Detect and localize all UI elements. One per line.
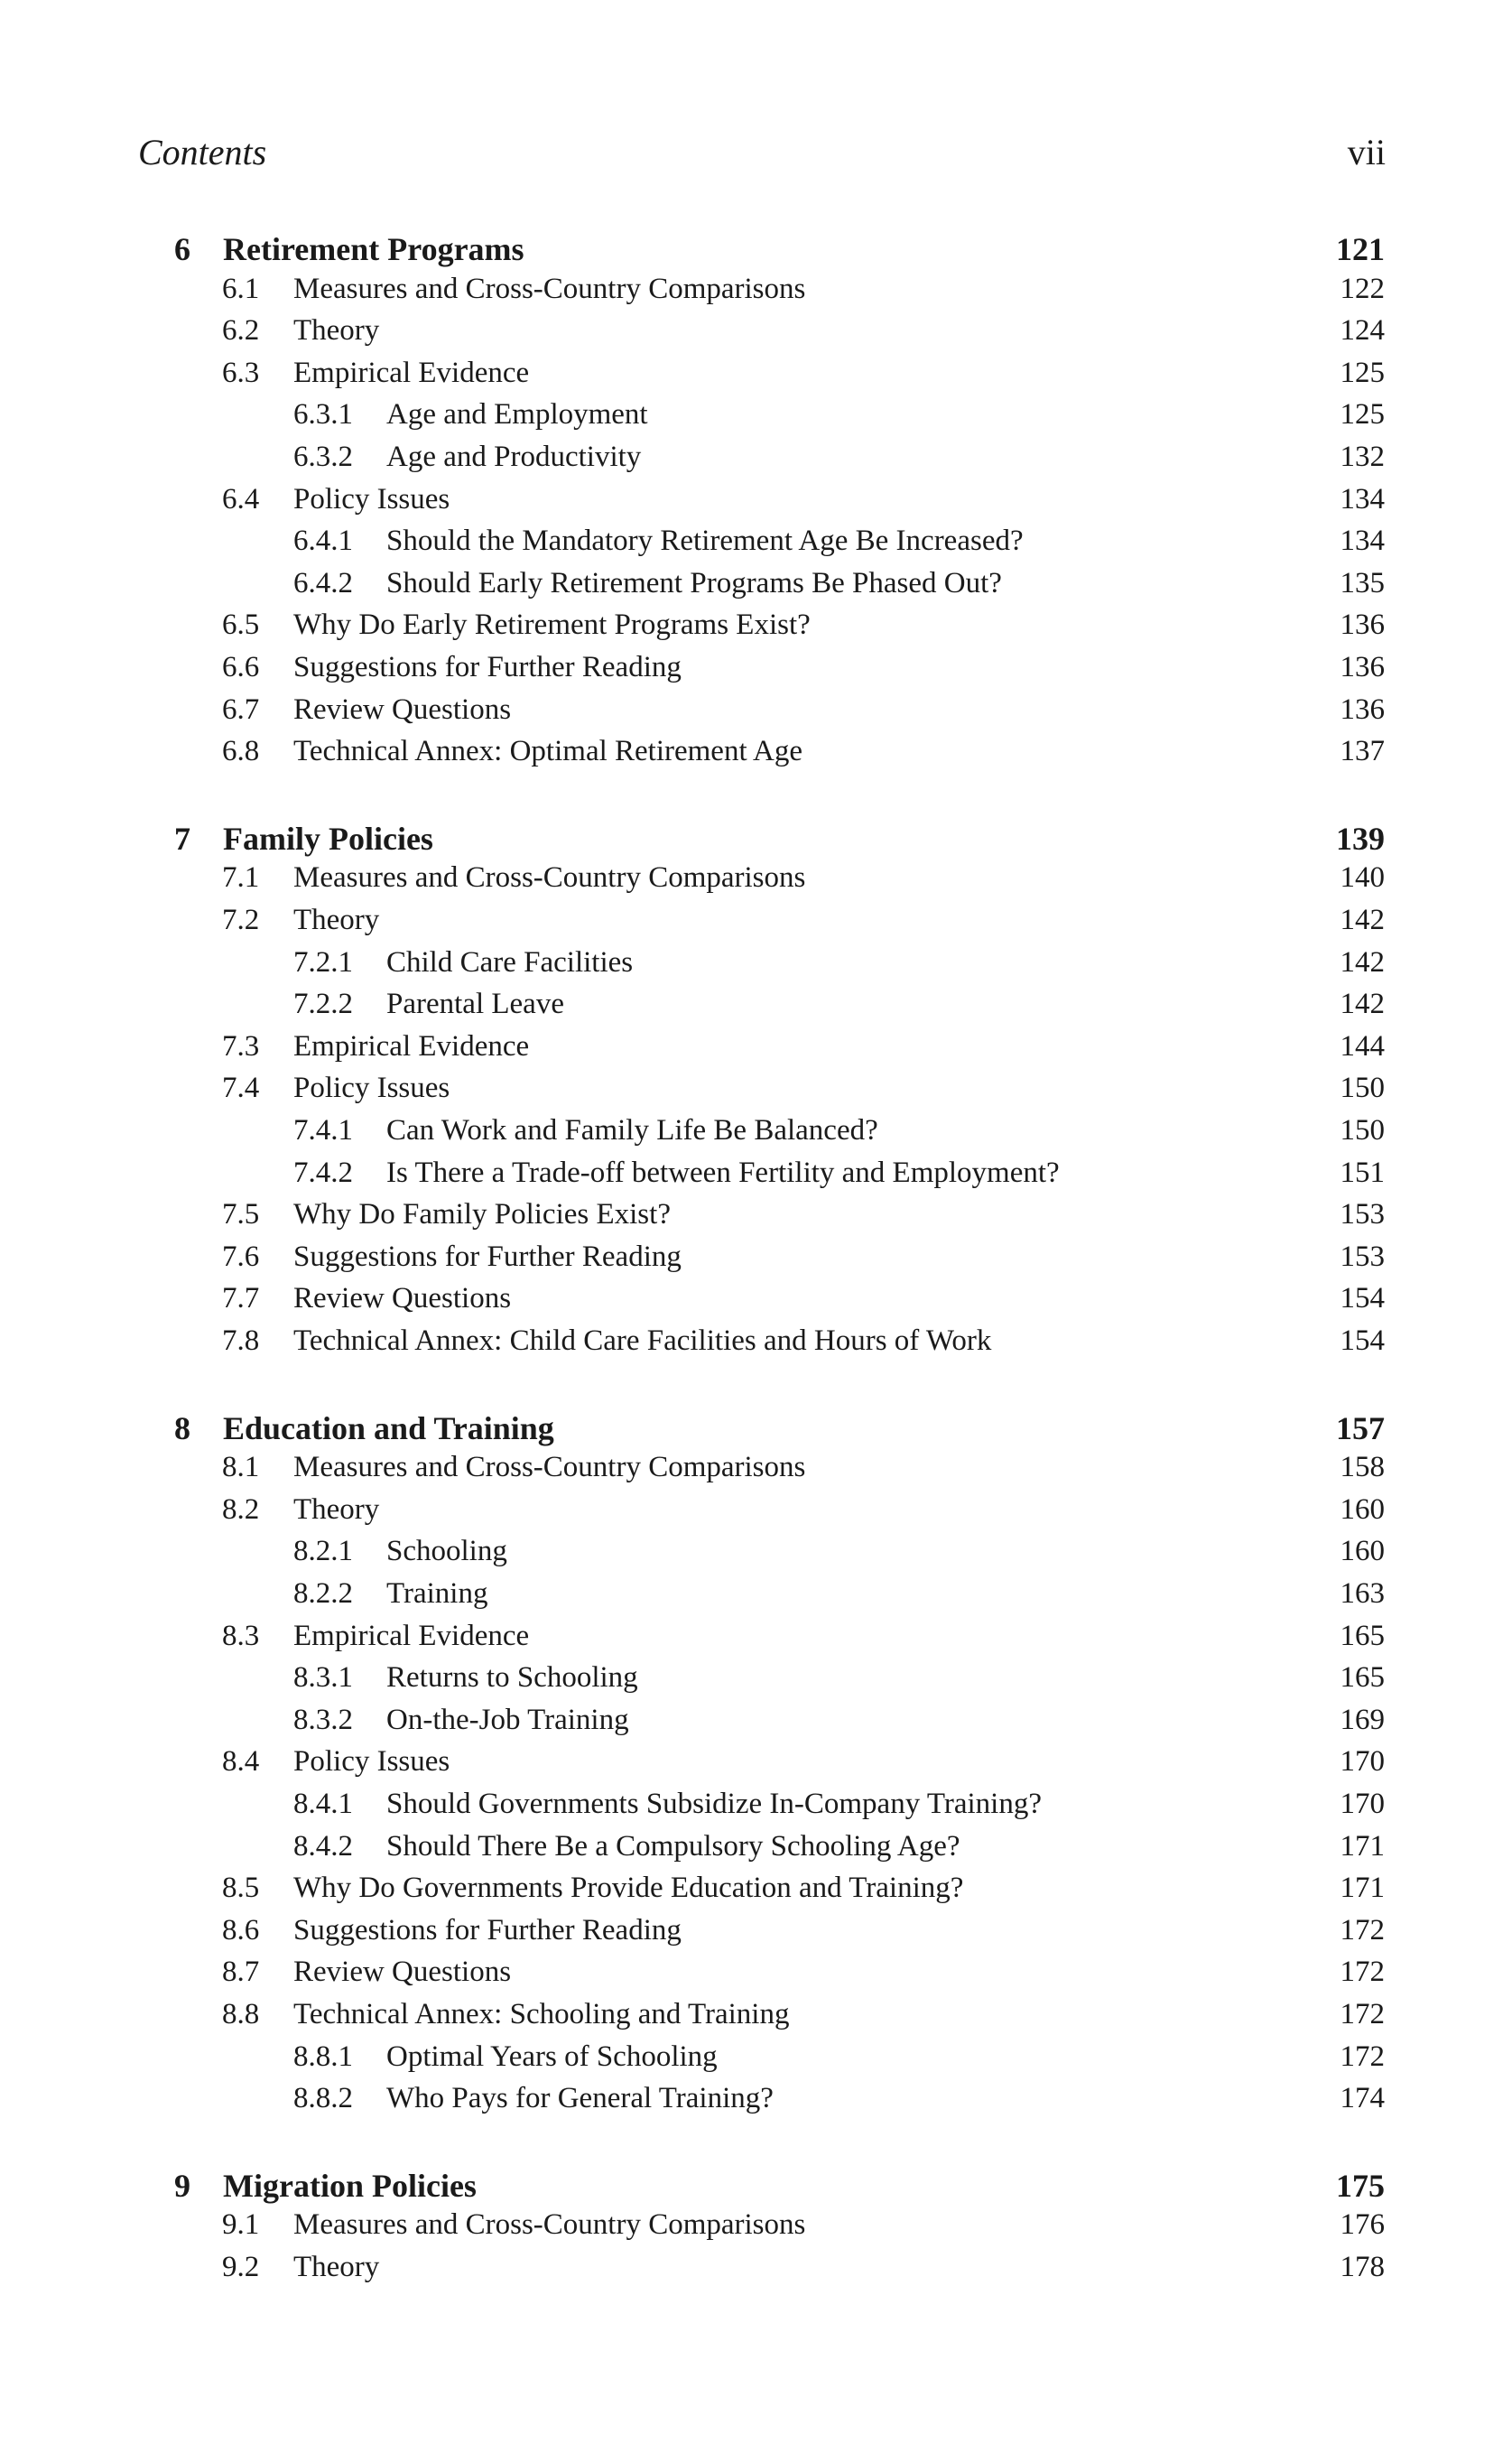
- subsection-title: Is There a Trade-off between Fertility and Employment?: [386, 1157, 1060, 1189]
- section-page-number: 153: [1340, 1198, 1385, 1231]
- section-page-number: 160: [1340, 1493, 1385, 1526]
- section-title: Policy Issues: [293, 1745, 450, 1778]
- subsection-title: Should the Mandatory Retirement Age Be Increased?: [386, 525, 1024, 557]
- section-page-number: 150: [1340, 1072, 1385, 1104]
- section-number: 9.1: [222, 2208, 260, 2241]
- section-number: 8.8: [222, 1998, 260, 2030]
- subsection-page-number: 134: [1340, 525, 1385, 557]
- subsection-entry[interactable]: [0, 1114, 1512, 1154]
- subsection-entry[interactable]: [0, 1157, 1512, 1196]
- section-entry[interactable]: [0, 2208, 1512, 2248]
- section-title: Review Questions: [293, 1282, 512, 1315]
- section-title: Empirical Evidence: [293, 1030, 530, 1063]
- subsection-page-number: 151: [1340, 1157, 1385, 1189]
- section-title: Suggestions for Further Reading: [293, 1914, 682, 1947]
- page-number: vii: [1347, 132, 1386, 172]
- subsection-entry[interactable]: [0, 1704, 1512, 1743]
- section-number: 6.6: [222, 651, 260, 683]
- section-entry[interactable]: [0, 2251, 1512, 2290]
- subsection-page-number: 171: [1340, 1830, 1385, 1863]
- subsection-number: 8.2.1: [293, 1535, 353, 1567]
- section-entry[interactable]: [0, 735, 1512, 775]
- subsection-number: 7.2.2: [293, 988, 353, 1020]
- section-page-number: 165: [1340, 1620, 1385, 1652]
- subsection-title: Optimal Years of Schooling: [386, 2040, 718, 2073]
- subsection-title: Schooling: [386, 1535, 507, 1567]
- section-page-number: 144: [1340, 1030, 1385, 1063]
- section-title: Measures and Cross-Country Comparisons: [293, 861, 806, 894]
- section-number: 8.3: [222, 1620, 260, 1652]
- subsection-entry[interactable]: [0, 946, 1512, 986]
- subsection-number: 8.8.1: [293, 2040, 353, 2073]
- section-number: 7.4: [222, 1072, 260, 1104]
- section-page-number: 136: [1340, 651, 1385, 683]
- section-number: 7.2: [222, 904, 260, 936]
- subsection-title: Training: [386, 1577, 488, 1610]
- section-title: Measures and Cross-Country Comparisons: [293, 1451, 806, 1483]
- section-entry[interactable]: [0, 693, 1512, 733]
- subsection-page-number: 125: [1340, 398, 1385, 431]
- section-page-number: 176: [1340, 2208, 1385, 2241]
- subsection-number: 6.3.2: [293, 441, 353, 473]
- chapter-heading[interactable]: [0, 2167, 1512, 2207]
- section-number: 6.1: [222, 273, 260, 305]
- section-page-number: 140: [1340, 861, 1385, 894]
- section-title: Why Do Early Retirement Programs Exist?: [293, 609, 811, 641]
- subsection-number: 6.4.2: [293, 567, 353, 599]
- section-entry[interactable]: [0, 609, 1512, 648]
- subsection-entry[interactable]: [0, 1535, 1512, 1575]
- section-page-number: 124: [1340, 314, 1385, 347]
- section-entry[interactable]: [0, 1240, 1512, 1280]
- subsection-page-number: 163: [1340, 1577, 1385, 1610]
- section-page-number: 136: [1340, 609, 1385, 641]
- section-title: Suggestions for Further Reading: [293, 1240, 682, 1273]
- subsection-entry[interactable]: [0, 1830, 1512, 1870]
- subsection-entry[interactable]: [0, 1661, 1512, 1701]
- section-number: 8.1: [222, 1451, 260, 1483]
- section-page-number: 142: [1340, 904, 1385, 936]
- running-header-title: Contents: [138, 132, 267, 172]
- section-page-number: 125: [1340, 357, 1385, 389]
- section-title: Measures and Cross-Country Comparisons: [293, 273, 806, 305]
- section-number: 7.5: [222, 1198, 260, 1231]
- section-title: Review Questions: [293, 1956, 512, 1988]
- section-page-number: 154: [1340, 1282, 1385, 1315]
- section-entry[interactable]: [0, 1493, 1512, 1533]
- section-entry[interactable]: [0, 1451, 1512, 1491]
- section-page-number: 158: [1340, 1451, 1385, 1483]
- subsection-title: Age and Employment: [386, 398, 648, 431]
- section-title: Review Questions: [293, 693, 512, 726]
- section-number: 8.2: [222, 1493, 260, 1526]
- section-entry[interactable]: [0, 1030, 1512, 1070]
- subsection-title: Parental Leave: [386, 988, 564, 1020]
- chapter-number: 8: [174, 1410, 190, 1446]
- section-entry[interactable]: [0, 1324, 1512, 1364]
- subsection-number: 7.2.1: [293, 946, 353, 979]
- subsection-number: 6.4.1: [293, 525, 353, 557]
- section-number: 7.6: [222, 1240, 260, 1273]
- section-title: Theory: [293, 314, 380, 347]
- section-entry[interactable]: [0, 1914, 1512, 1954]
- section-entry[interactable]: [0, 314, 1512, 354]
- subsection-page-number: 142: [1340, 946, 1385, 979]
- chapter-heading[interactable]: [0, 820, 1512, 859]
- subsection-entry[interactable]: [0, 525, 1512, 564]
- subsection-title: Should Governments Subsidize In-Company Training?: [386, 1788, 1042, 1820]
- section-title: Empirical Evidence: [293, 357, 530, 389]
- subsection-page-number: 170: [1340, 1788, 1385, 1820]
- chapter-title: Migration Policies: [223, 2168, 477, 2204]
- chapter-number: 9: [174, 2168, 190, 2204]
- subsection-number: 6.3.1: [293, 398, 353, 431]
- subsection-page-number: 172: [1340, 2040, 1385, 2073]
- section-page-number: 136: [1340, 693, 1385, 726]
- subsection-number: 8.3.2: [293, 1704, 353, 1736]
- subsection-entry[interactable]: [0, 2082, 1512, 2122]
- section-number: 6.3: [222, 357, 260, 389]
- subsection-number: 8.4.1: [293, 1788, 353, 1820]
- subsection-number: 8.2.2: [293, 1577, 353, 1610]
- section-entry[interactable]: [0, 651, 1512, 691]
- section-number: 8.6: [222, 1914, 260, 1947]
- subsection-title: Child Care Facilities: [386, 946, 634, 979]
- section-title: Why Do Family Policies Exist?: [293, 1198, 671, 1231]
- subsection-entry[interactable]: [0, 567, 1512, 607]
- section-page-number: 171: [1340, 1872, 1385, 1904]
- section-number: 6.4: [222, 483, 260, 516]
- section-entry[interactable]: [0, 1282, 1512, 1322]
- section-number: 7.1: [222, 861, 260, 894]
- section-title: Suggestions for Further Reading: [293, 651, 682, 683]
- section-entry[interactable]: [0, 1956, 1512, 1995]
- section-page-number: 172: [1340, 1998, 1385, 2030]
- section-page-number: 134: [1340, 483, 1385, 516]
- section-title: Technical Annex: Optimal Retirement Age: [293, 735, 803, 767]
- subsection-title: Should Early Retirement Programs Be Phased Out?: [386, 567, 1002, 599]
- section-entry[interactable]: [0, 1872, 1512, 1911]
- subsection-number: 7.4.1: [293, 1114, 353, 1147]
- section-title: Theory: [293, 1493, 380, 1526]
- subsection-entry[interactable]: [0, 2040, 1512, 2080]
- chapter-page-number: 139: [1336, 821, 1385, 857]
- section-number: 8.7: [222, 1956, 260, 1988]
- section-title: Measures and Cross-Country Comparisons: [293, 2208, 806, 2241]
- section-entry[interactable]: [0, 861, 1512, 901]
- subsection-entry[interactable]: [0, 441, 1512, 480]
- section-title: Technical Annex: Child Care Facilities and Hours of Work: [293, 1324, 992, 1357]
- section-entry[interactable]: [0, 1620, 1512, 1659]
- chapter-heading[interactable]: [0, 230, 1512, 270]
- section-title: Why Do Governments Provide Education and Training?: [293, 1872, 964, 1904]
- section-number: 7.3: [222, 1030, 260, 1063]
- subsection-number: 8.8.2: [293, 2082, 353, 2114]
- section-entry[interactable]: [0, 904, 1512, 943]
- section-page-number: 178: [1340, 2251, 1385, 2283]
- subsection-entry[interactable]: [0, 1788, 1512, 1827]
- section-page-number: 137: [1340, 735, 1385, 767]
- section-title: Policy Issues: [293, 483, 450, 516]
- chapter-title: Education and Training: [223, 1410, 554, 1446]
- section-page-number: 122: [1340, 273, 1385, 305]
- subsection-title: Returns to Schooling: [386, 1661, 638, 1694]
- section-number: 8.4: [222, 1745, 260, 1778]
- subsection-page-number: 174: [1340, 2082, 1385, 2114]
- chapter-number: 7: [174, 821, 190, 857]
- subsection-page-number: 169: [1340, 1704, 1385, 1736]
- section-entry[interactable]: [0, 1198, 1512, 1238]
- chapter-number: 6: [174, 231, 190, 267]
- subsection-title: Age and Productivity: [386, 441, 642, 473]
- section-number: 8.5: [222, 1872, 260, 1904]
- subsection-page-number: 132: [1340, 441, 1385, 473]
- section-number: 9.2: [222, 2251, 260, 2283]
- chapter-title: Family Policies: [223, 821, 433, 857]
- subsection-entry[interactable]: [0, 398, 1512, 438]
- section-page-number: 170: [1340, 1745, 1385, 1778]
- section-page-number: 172: [1340, 1914, 1385, 1947]
- subsection-entry[interactable]: [0, 988, 1512, 1027]
- subsection-title: On-the-Job Training: [386, 1704, 629, 1736]
- subsection-title: Can Work and Family Life Be Balanced?: [386, 1114, 878, 1147]
- section-title: Theory: [293, 904, 380, 936]
- section-number: 6.2: [222, 314, 260, 347]
- subsection-page-number: 142: [1340, 988, 1385, 1020]
- section-entry[interactable]: [0, 1745, 1512, 1785]
- section-number: 6.8: [222, 735, 260, 767]
- subsection-number: 8.3.1: [293, 1661, 353, 1694]
- subsection-entry[interactable]: [0, 1577, 1512, 1617]
- section-number: 6.5: [222, 609, 260, 641]
- section-number: 6.7: [222, 693, 260, 726]
- section-entry[interactable]: [0, 273, 1512, 312]
- subsection-title: Who Pays for General Training?: [386, 2082, 774, 2114]
- subsection-number: 7.4.2: [293, 1157, 353, 1189]
- section-page-number: 154: [1340, 1324, 1385, 1357]
- chapter-page-number: 157: [1336, 1410, 1385, 1446]
- subsection-title: Should There Be a Compulsory Schooling Age?: [386, 1830, 960, 1863]
- section-page-number: 153: [1340, 1240, 1385, 1273]
- subsection-page-number: 165: [1340, 1661, 1385, 1694]
- subsection-page-number: 160: [1340, 1535, 1385, 1567]
- chapter-title: Retirement Programs: [223, 231, 524, 267]
- chapter-page-number: 175: [1336, 2168, 1385, 2204]
- section-entry[interactable]: [0, 1998, 1512, 2038]
- section-number: 7.7: [222, 1282, 260, 1315]
- subsection-number: 8.4.2: [293, 1830, 353, 1863]
- section-title: Theory: [293, 2251, 380, 2283]
- section-number: 7.8: [222, 1324, 260, 1357]
- chapter-heading[interactable]: [0, 1409, 1512, 1449]
- section-title: Technical Annex: Schooling and Training: [293, 1998, 790, 2030]
- section-title: Policy Issues: [293, 1072, 450, 1104]
- chapter-page-number: 121: [1336, 231, 1385, 267]
- subsection-page-number: 150: [1340, 1114, 1385, 1147]
- subsection-page-number: 135: [1340, 567, 1385, 599]
- section-entry[interactable]: [0, 1072, 1512, 1111]
- section-title: Empirical Evidence: [293, 1620, 530, 1652]
- section-entry[interactable]: [0, 357, 1512, 396]
- section-page-number: 172: [1340, 1956, 1385, 1988]
- section-entry[interactable]: [0, 483, 1512, 523]
